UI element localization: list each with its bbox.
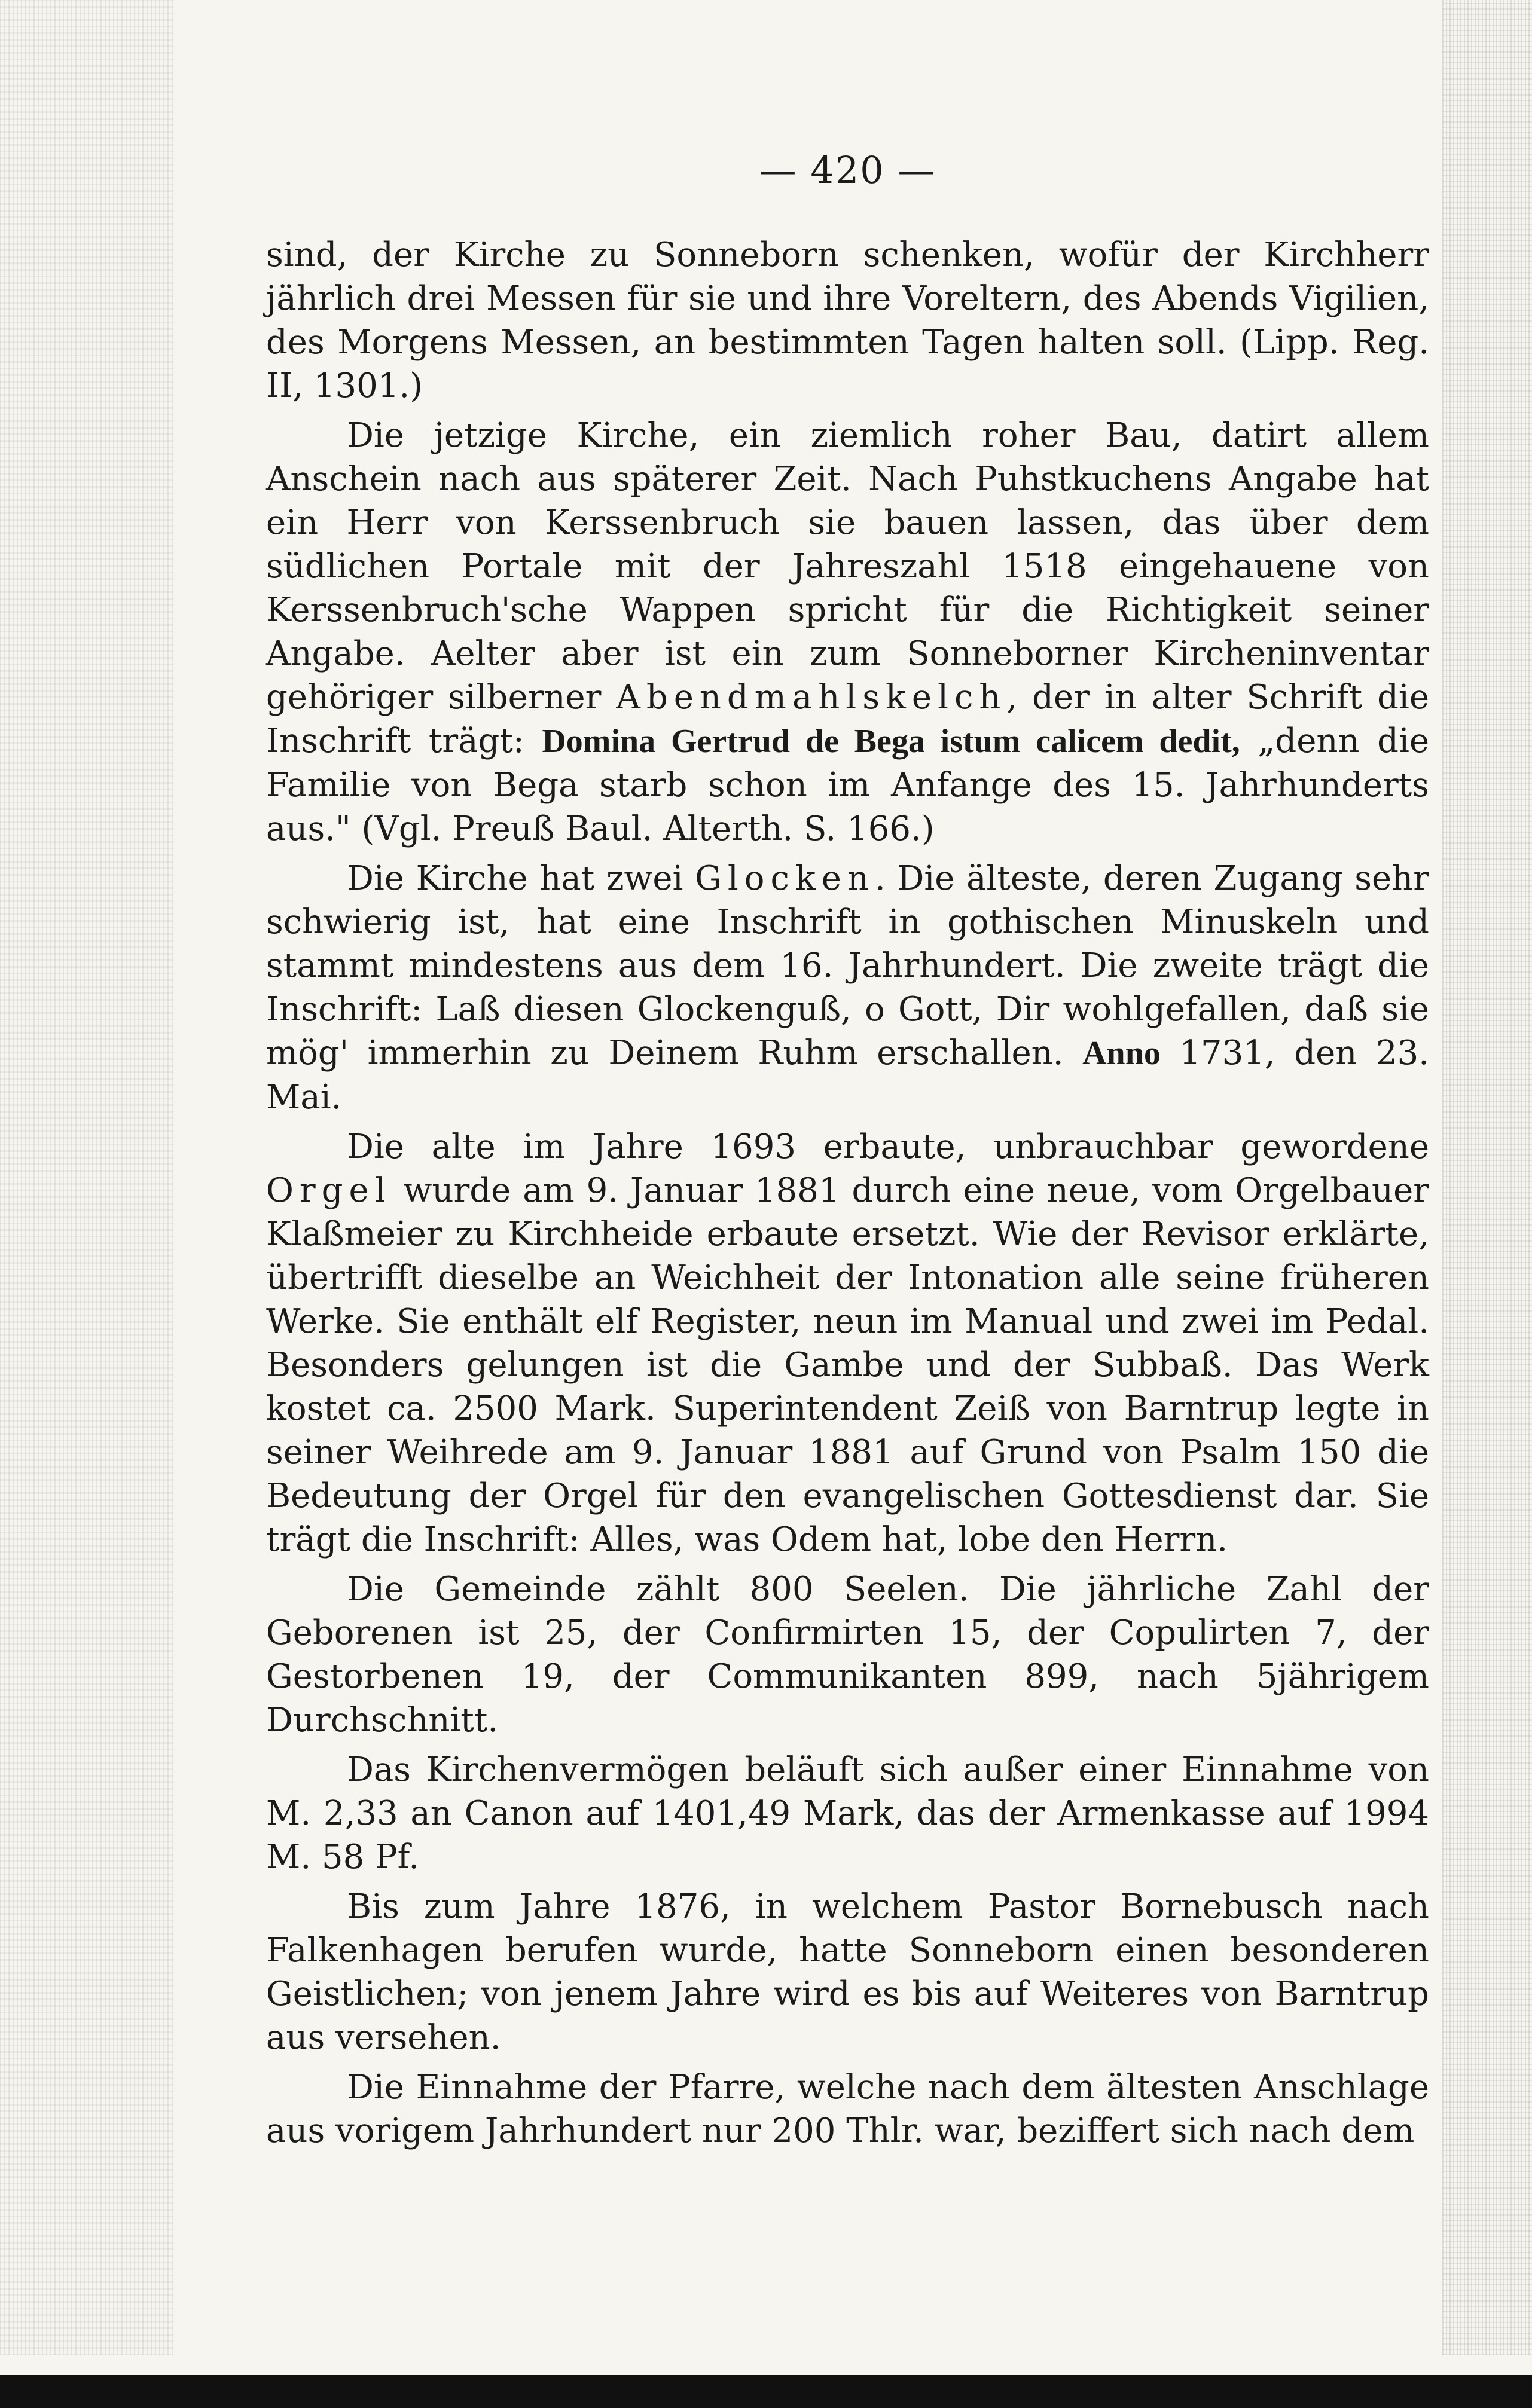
text-run: Bis zum Jahre 1876, in welchem Pastor Bornebusch nach Falkenhagen berufen wurde, hatte Sonneborn einen besonderen Geistlichen; von jenem Jahre wird es bis auf Weiteres von Barntrup aus versehen. <box>266 1887 1429 2057</box>
text-run: Die Kirche hat zwei <box>347 859 695 898</box>
paragraph <box>266 1748 1429 1879</box>
text-run: Das Kirchenvermögen beläuft sich außer einer Einnahme von M. 2,33 an Canon auf 1401,49 Mark, das der Armenkasse auf 1994 M. 58 Pf. <box>266 1750 1429 1877</box>
emphasized-term: Orgel <box>266 1171 392 1210</box>
text-run: sind, der Kirche zu Sonneborn schenken, wofür der Kirchherr jährlich drei Messen für sie und ihre Voreltern, des Abends Vigilien, des Morgens Messen, an bestimmten Tagen halten soll. (Lipp. Reg. II, 1301.) <box>266 236 1429 405</box>
paragraph <box>266 2065 1429 2153</box>
paragraph <box>266 1125 1429 1561</box>
text-run: Die Gemeinde zählt 800 Seelen. Die jährliche Zahl der Geborenen ist 25, der Confirmirten 15, der Copulirten 7, der Gestorbenen 19, der Communikanten 899, nach 5jährigem Durchschnitt. <box>266 1570 1429 1740</box>
paragraph <box>266 1567 1429 1742</box>
scan-bottom-edge <box>0 2375 1532 2408</box>
left-scan-margin <box>0 0 173 2355</box>
text-run: . Die älteste, deren Zugang sehr schwierig ist, hat eine Inschrift in gothischen Minuskeln und stammt mindestens aus dem 16. Jahrhundert. Die zweite trägt die Inschrift: Laß diesen Glockenguß, o Gott, Dir wohlgefallen, daß sie mög' immerhin zu Deinem Ruhm erschallen. <box>266 859 1430 1072</box>
body-text <box>266 233 1429 2153</box>
page-text-block <box>266 143 1429 2159</box>
text-run: wurde am 9. Januar 1881 durch eine neue, vom Orgelbauer Klaßmeier zu Kirchheide erbaute ersetzt. Wie der Revisor erklärte, übertrifft dieselbe an Weichheit der Intonation alle seine früheren Werke. Sie enthält elf Register, neun im Manual und zwei im Pedal. Besonders gelungen ist die Gambe und der Subbaß. Das Werk kostet ca. 2500 Mark. Superintendent Zeiß von Barntrup legte in seiner Weihrede am 9. Januar 1881 auf Grund von Psalm 150 die Bedeutung der Orgel für den evangelischen Gottesdienst dar. Sie trägt die Inschrift: Alles, was Odem hat, lobe den Herrn. <box>266 1171 1429 1559</box>
text-run: „denn die Familie von Bega starb schon im Anfange des 15. Jahrhunderts aus." (Vgl. Preuß Baul. Alterth. S. 166.) <box>266 722 1429 848</box>
text-run: , der in alter Schrift die Inschrift trägt: <box>266 678 1429 760</box>
text-run: Die jetzige Kirche, ein ziemlich roher Bau, datirt allem Anschein nach aus späterer Zeit. Nach Puhstkuchens Angabe hat ein Herr von Kerssenbruch sie bauen lassen, das über dem südlichen Portale mit der Jahreszahl 1518 eingehauene von Kerssenbruch'sche Wappen spricht für die Richtigkeit seiner Angabe. Aelter aber ist ein zum Sonneborner Kircheninventar gehöriger silberner <box>266 416 1429 717</box>
text-run: Die Einnahme der Pfarre, welche nach dem ältesten Anschlage aus vorigem Jahrhundert nur 200 Thlr. war, beziffert sich nach dem <box>266 2068 1429 2150</box>
page-number: — 420 — <box>759 148 936 192</box>
latin-inscription: Anno <box>1082 1035 1161 1072</box>
paragraph <box>266 414 1429 851</box>
paragraph <box>266 857 1429 1119</box>
emphasized-term: Glocken <box>695 859 875 898</box>
text-run: 1731, den 23. Mai. <box>266 1034 1429 1117</box>
emphasized-term: Abendmahlskelch <box>616 678 1007 717</box>
text-run: Die alte im Jahre 1693 erbaute, unbrauchbar gewordene <box>347 1127 1429 1166</box>
paragraph <box>266 233 1429 408</box>
right-scan-margin <box>1442 0 1532 2355</box>
paragraph <box>266 1885 1429 2059</box>
latin-inscription: Domina Gertrud de Bega istum calicem dedit, <box>542 723 1240 760</box>
